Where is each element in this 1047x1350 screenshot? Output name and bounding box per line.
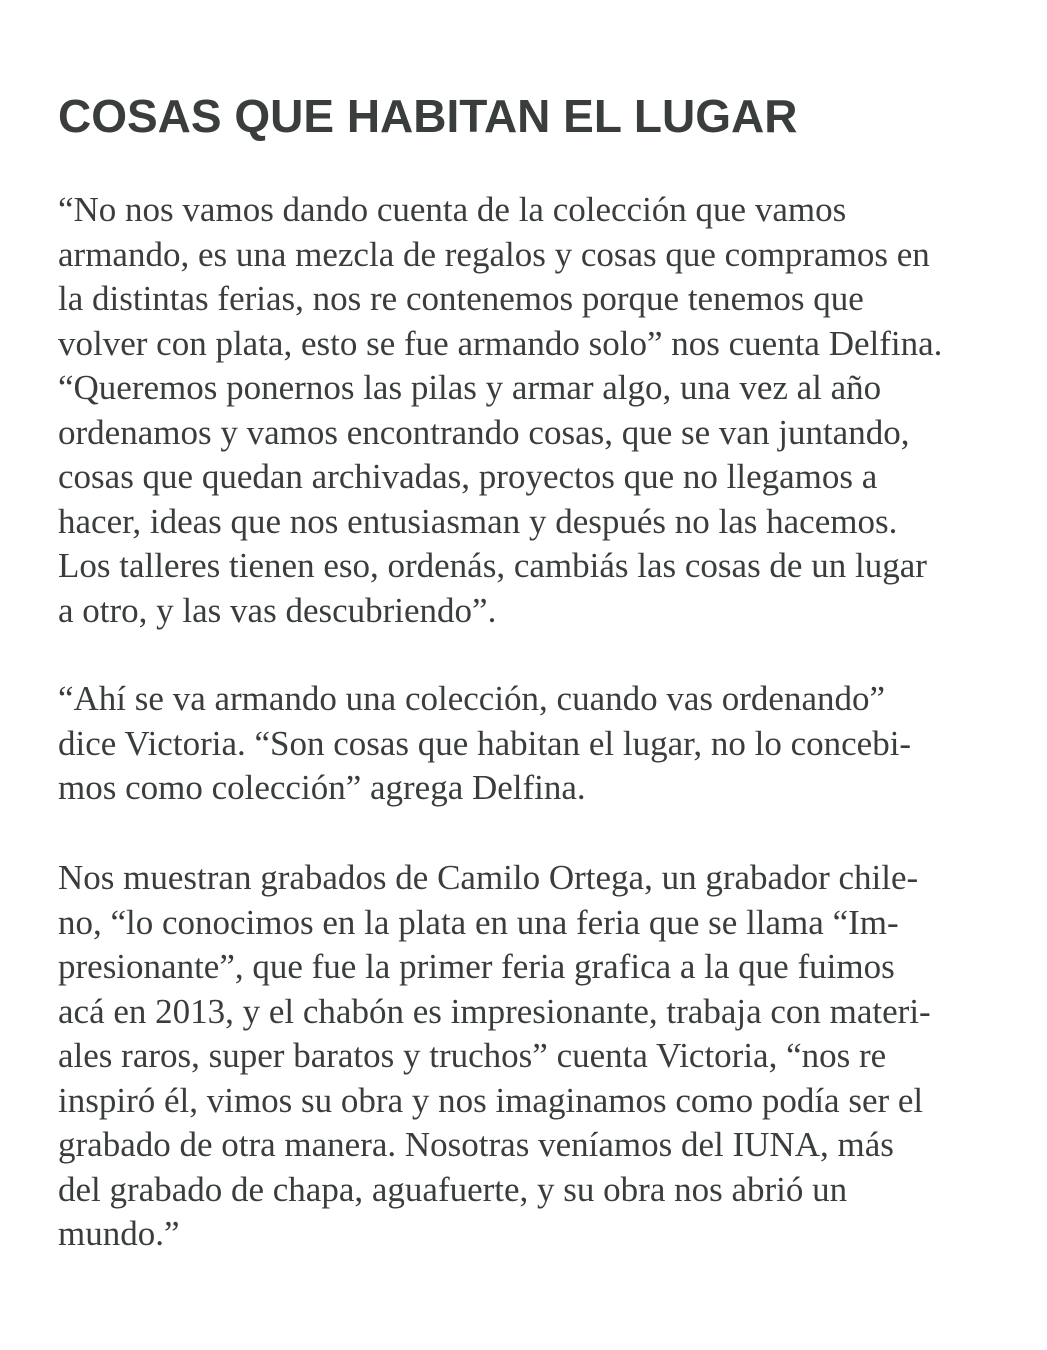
text-line: Los talleres tienen eso, ordenás, cambiás las cosas de un lugar [58, 546, 927, 585]
text-line: ordenamos y vamos encontrando cosas, que se van juntando, [58, 412, 910, 452]
page-title: COSAS QUE HABITAN EL LUGAR [58, 90, 798, 142]
text-line: presionante”, que fue la primer feria grafica a la que fuimos [58, 947, 895, 986]
text-line: “No nos vamos dando cuenta de la colección que vamos [58, 190, 847, 229]
text-line: “Queremos ponernos las pilas y armar algo, una vez al año [58, 368, 882, 407]
paragraph-3 [58, 856, 931, 1257]
text-line: “Ahí se va armando una colección, cuando vas ordenando” [58, 679, 886, 718]
text-line: grabado de otra manera. Nosotras veníamos del IUNA, más [58, 1125, 894, 1164]
text-line: mos como colección” agrega Delfina. [58, 768, 586, 807]
text-line: del grabado de chapa, aguafuerte, y su obra nos abrió un [58, 1169, 848, 1209]
text-line: acá en 2013, y el chabón es impresionante, trabaja con materi- [58, 991, 931, 1031]
text-line: hacer, ideas que nos entusiasman y después no las hacemos. [58, 501, 898, 541]
text-line: inspiró él, vimos su obra y nos imaginamos como podía ser el [58, 1080, 924, 1120]
text-line: a otro, y las vas descubriendo”. [58, 590, 497, 630]
text-line: armando, es una mezcla de regalos y cosas que compramos en [58, 234, 930, 274]
paragraph-1 [58, 188, 942, 633]
text-line: volver con plata, esto se fue armando solo” nos cuenta Delfina. [58, 323, 943, 363]
paragraph-2 [58, 677, 911, 811]
text-line: mundo.” [58, 1214, 180, 1253]
text-line: dice Victoria. “Son cosas que habitan el lugar, no lo concebi- [58, 723, 912, 763]
text-line: no, “lo conocimos en la plata en una feria que se llama “Im- [58, 902, 899, 942]
text-line: cosas que quedan archivadas, proyectos que no llegamos a [58, 457, 878, 496]
text-line: ales raros, super baratos y truchos” cuenta Victoria, “nos re [58, 1036, 887, 1075]
text-line: Nos muestran grabados de Camilo Ortega, un grabador chile- [58, 858, 919, 897]
text-line: la distintas ferias, nos re contenemos porque tenemos que [58, 279, 864, 318]
